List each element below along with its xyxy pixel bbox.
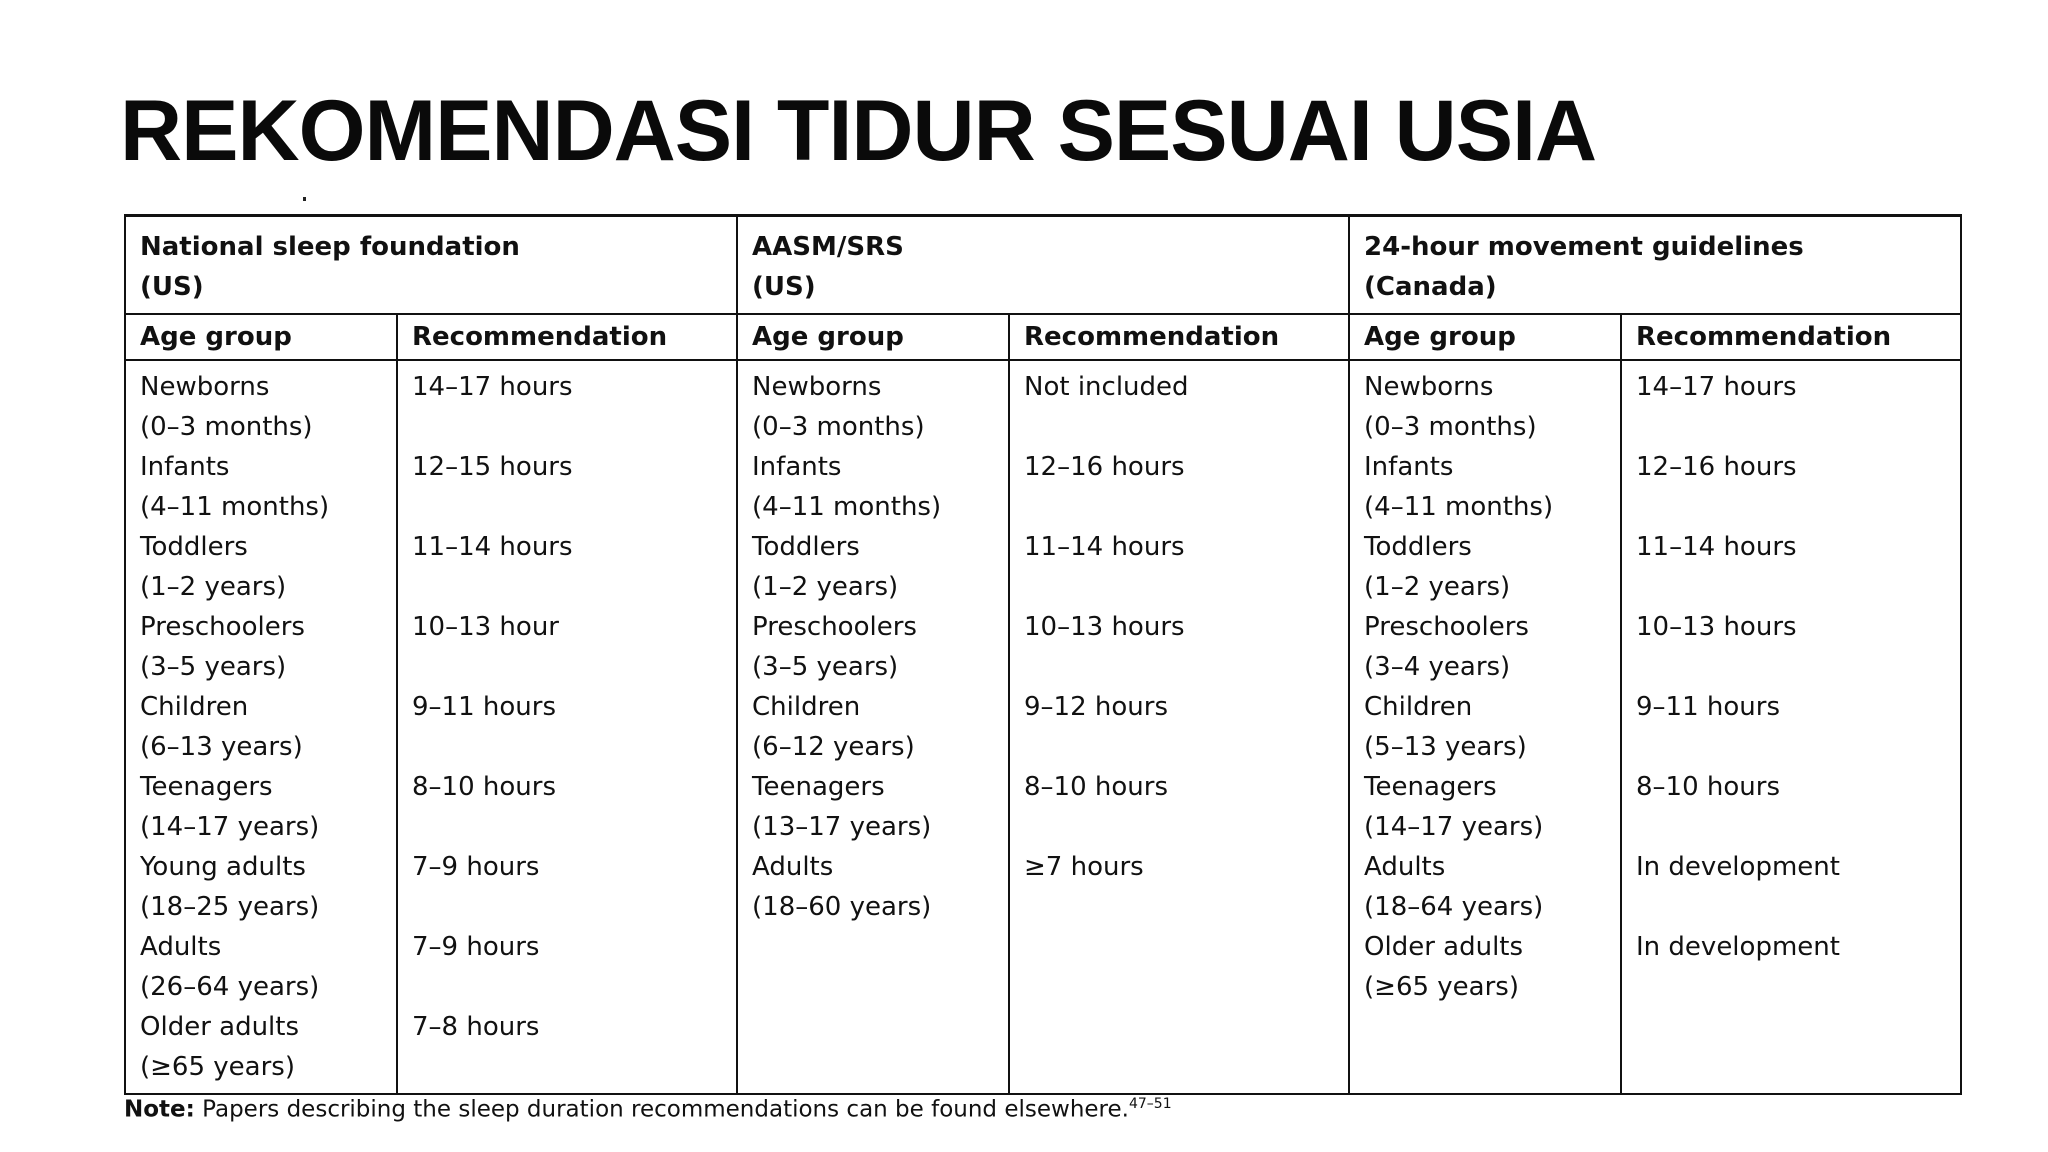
canada-recommendation-column — [1621, 360, 1961, 1094]
recommendation-entry — [412, 847, 722, 927]
recommendation-value: 9–12 hours — [1024, 692, 1169, 722]
age-range-label: (1–2 years) — [140, 572, 287, 602]
column-header-row — [125, 314, 1961, 360]
recommendation-entry — [1636, 607, 1946, 687]
age-group-label: Toddlers — [1364, 532, 1472, 562]
recommendation-entry — [1636, 687, 1946, 767]
recommendation-entry — [1636, 927, 1946, 1007]
age-range-label: (14–17 years) — [1364, 812, 1544, 842]
recommendation-entry — [1024, 687, 1334, 767]
recommendation-value: 8–10 hours — [1024, 772, 1169, 802]
age-group-entry — [140, 847, 382, 927]
age-group-entry — [752, 607, 994, 687]
age-group-entry — [752, 847, 994, 927]
column-header-age: Age group — [1349, 314, 1621, 360]
age-range-label: (26–64 years) — [140, 972, 320, 1002]
org-country: (Canada) — [1364, 272, 1497, 302]
age-group-label: Children — [752, 692, 861, 722]
org-name: National sleep foundation — [140, 232, 520, 262]
recommendation-entry — [412, 687, 722, 767]
recommendation-entry — [1024, 847, 1334, 927]
recommendation-value: ≥7 hours — [1024, 852, 1144, 882]
sleep-recommendation-table — [124, 214, 1962, 1095]
age-group-entry — [140, 527, 382, 607]
age-group-entry — [1364, 687, 1606, 767]
recommendation-value: 11–14 hours — [1636, 532, 1797, 562]
organization-header-row — [125, 216, 1961, 315]
recommendation-value: 7–9 hours — [412, 932, 540, 962]
recommendation-value: 11–14 hours — [1024, 532, 1185, 562]
age-group-entry — [140, 607, 382, 687]
age-group-entry — [1364, 607, 1606, 687]
recommendation-entry — [1024, 767, 1334, 847]
recommendation-entry — [412, 447, 722, 527]
age-range-label: (6–12 years) — [752, 732, 915, 762]
recommendation-value: 9–11 hours — [412, 692, 556, 722]
age-group-entry — [140, 1007, 382, 1087]
column-header-recommendation: Recommendation — [1621, 314, 1961, 360]
age-group-entry — [752, 527, 994, 607]
note-references: 47–51 — [1128, 1096, 1172, 1112]
recommendation-entry — [412, 767, 722, 847]
age-range-label: (1–2 years) — [1364, 572, 1511, 602]
age-range-label: (18–60 years) — [752, 892, 932, 922]
age-group-label: Preschoolers — [140, 612, 305, 642]
recommendation-entry — [1636, 447, 1946, 527]
column-header-recommendation: Recommendation — [397, 314, 737, 360]
age-range-label: (13–17 years) — [752, 812, 932, 842]
recommendation-entry — [412, 367, 722, 447]
age-group-label: Newborns — [140, 372, 270, 402]
age-group-entry — [140, 367, 382, 447]
recommendation-entry — [1636, 367, 1946, 447]
age-group-entry — [752, 447, 994, 527]
nsf-recommendation-column — [397, 360, 737, 1094]
age-range-label: (4–11 months) — [752, 492, 942, 522]
recommendation-value: 8–10 hours — [412, 772, 556, 802]
recommendation-value: 11–14 hours — [412, 532, 573, 562]
age-group-label: Preschoolers — [752, 612, 917, 642]
age-group-label: Teenagers — [140, 772, 273, 802]
org-header-nsf — [125, 216, 737, 315]
column-header-age: Age group — [125, 314, 397, 360]
age-group-entry — [1364, 927, 1606, 1007]
recommendation-value: 10–13 hours — [1636, 612, 1797, 642]
recommendation-entry — [412, 927, 722, 1007]
age-group-label: Adults — [752, 852, 834, 882]
recommendation-entry — [412, 1007, 722, 1087]
age-group-label: Adults — [140, 932, 222, 962]
age-range-label: (≥65 years) — [1364, 972, 1519, 1002]
stray-mark — [303, 197, 306, 201]
age-range-label: (4–11 months) — [1364, 492, 1554, 522]
age-group-entry — [752, 767, 994, 847]
recommendation-value: 12–16 hours — [1636, 452, 1797, 482]
age-group-label: Newborns — [752, 372, 882, 402]
age-range-label: (≥65 years) — [140, 1052, 295, 1082]
age-range-label: (3–5 years) — [752, 652, 899, 682]
note-label: Note: — [124, 1096, 195, 1123]
recommendation-value: 10–13 hours — [1024, 612, 1185, 642]
recommendation-entry — [412, 607, 722, 687]
age-range-label: (4–11 months) — [140, 492, 330, 522]
column-header-age: Age group — [737, 314, 1009, 360]
recommendation-value: 7–9 hours — [412, 852, 540, 882]
age-range-label: (0–3 months) — [752, 412, 925, 442]
recommendation-value: Not included — [1024, 372, 1189, 402]
org-header-canada — [1349, 216, 1961, 315]
note-text: Papers describing the sleep duration recommendations can be found elsewhere. — [194, 1096, 1129, 1123]
age-range-label: (18–25 years) — [140, 892, 320, 922]
age-range-label: (14–17 years) — [140, 812, 320, 842]
age-group-label: Infants — [752, 452, 842, 482]
age-group-label: Older adults — [140, 1012, 300, 1042]
age-group-entry — [1364, 367, 1606, 447]
recommendation-value: 10–13 hour — [412, 612, 559, 642]
age-group-entry — [1364, 447, 1606, 527]
canada-age-column — [1349, 360, 1621, 1094]
age-group-entry — [140, 767, 382, 847]
recommendation-value: 14–17 hours — [1636, 372, 1797, 402]
age-range-label: (3–4 years) — [1364, 652, 1511, 682]
recommendation-value: 7–8 hours — [412, 1012, 540, 1042]
age-group-label: Toddlers — [140, 532, 248, 562]
age-group-entry — [1364, 847, 1606, 927]
org-name: 24-hour movement guidelines — [1364, 232, 1804, 262]
age-group-entry — [140, 687, 382, 767]
recommendation-value: 12–16 hours — [1024, 452, 1185, 482]
age-group-entry — [140, 927, 382, 1007]
age-range-label: (6–13 years) — [140, 732, 303, 762]
org-country: (US) — [140, 272, 204, 302]
age-group-label: Teenagers — [752, 772, 885, 802]
age-group-label: Infants — [1364, 452, 1454, 482]
recommendation-value: In development — [1636, 932, 1840, 962]
age-range-label: (3–5 years) — [140, 652, 287, 682]
recommendation-entry — [412, 527, 722, 607]
aasm-age-column — [737, 360, 1009, 1094]
age-group-label: Preschoolers — [1364, 612, 1529, 642]
page-title: REKOMENDASI TIDUR SESUAI USIA — [120, 83, 1597, 179]
recommendation-entry — [1024, 367, 1334, 447]
nsf-age-column — [125, 360, 397, 1094]
age-group-entry — [1364, 767, 1606, 847]
age-group-entry — [1364, 527, 1606, 607]
age-group-label: Newborns — [1364, 372, 1494, 402]
age-group-label: Adults — [1364, 852, 1446, 882]
age-range-label: (5–13 years) — [1364, 732, 1527, 762]
age-range-label: (0–3 months) — [140, 412, 313, 442]
age-range-label: (1–2 years) — [752, 572, 899, 602]
age-group-entry — [752, 367, 994, 447]
table-note — [124, 1096, 1172, 1123]
age-group-entry — [752, 687, 994, 767]
recommendation-value: 8–10 hours — [1636, 772, 1781, 802]
recommendation-entry — [1636, 767, 1946, 847]
age-group-label: Toddlers — [752, 532, 860, 562]
recommendation-entry — [1024, 447, 1334, 527]
age-group-label: Young adults — [140, 852, 306, 882]
recommendation-entry — [1024, 527, 1334, 607]
recommendation-value: 12–15 hours — [412, 452, 573, 482]
age-group-entry — [140, 447, 382, 527]
age-group-label: Teenagers — [1364, 772, 1497, 802]
age-group-label: Children — [140, 692, 249, 722]
recommendation-value: 9–11 hours — [1636, 692, 1781, 722]
recommendation-value: 14–17 hours — [412, 372, 573, 402]
age-group-label: Children — [1364, 692, 1473, 722]
column-header-recommendation: Recommendation — [1009, 314, 1349, 360]
age-group-label: Infants — [140, 452, 230, 482]
org-header-aasm — [737, 216, 1349, 315]
age-range-label: (0–3 months) — [1364, 412, 1537, 442]
recommendation-value: In development — [1636, 852, 1840, 882]
age-range-label: (18–64 years) — [1364, 892, 1544, 922]
recommendation-entry — [1636, 527, 1946, 607]
aasm-recommendation-column — [1009, 360, 1349, 1094]
org-country: (US) — [752, 272, 816, 302]
org-name: AASM/SRS — [752, 232, 904, 262]
recommendation-entry — [1636, 847, 1946, 927]
age-group-label: Older adults — [1364, 932, 1524, 962]
recommendation-entry — [1024, 607, 1334, 687]
table-body-row — [125, 360, 1961, 1094]
